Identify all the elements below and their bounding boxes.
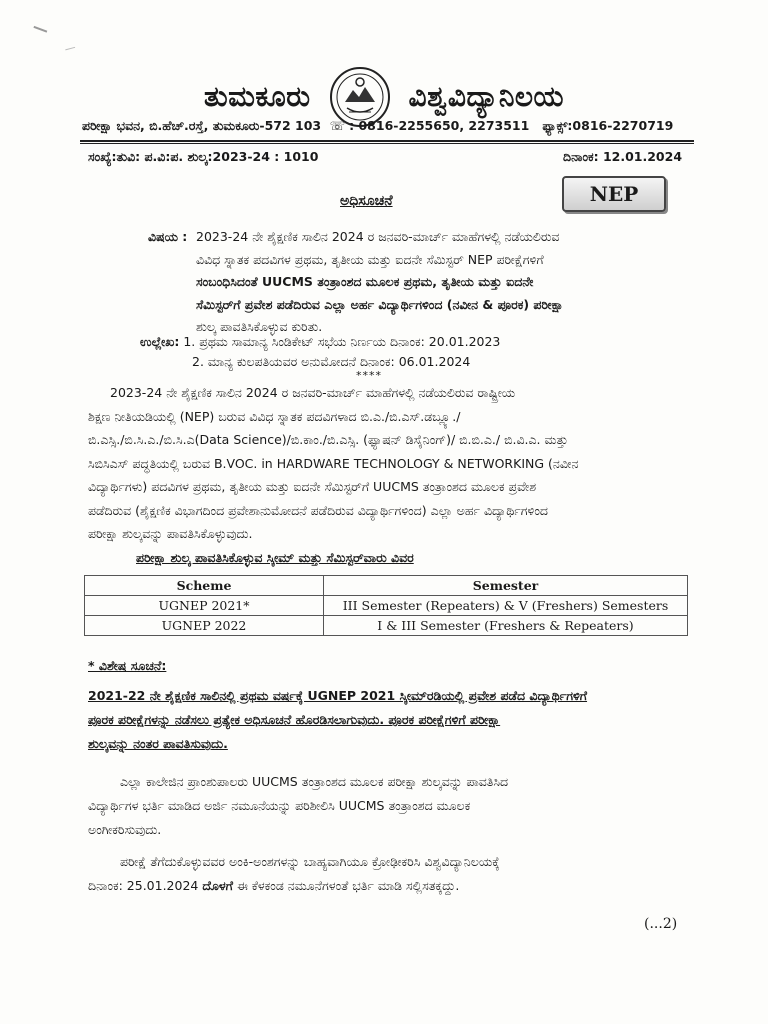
subject-line: ಸಂಬಂಧಿಸಿದಂತೆ UUCMS ತಂತ್ರಾಂಶದ ಮೂಲಕ ಪ್ರಥಮ, ತೃತೀಯ ಮತ್ತು ಐದನೇ [196, 274, 534, 289]
submission-paragraph [88, 850, 688, 898]
table-row [85, 596, 688, 616]
paragraph-line: ಪರೀಕ್ಷಾ ಶುಲ್ಕವನ್ನು ಪಾವತಿಸಿಕೊಳ್ಳುವುದು. [88, 526, 253, 541]
special-note-text [88, 684, 688, 756]
fax-number: :0816-2270719 [567, 118, 674, 133]
address-line [82, 118, 692, 134]
subject-line: 2023-24 ನೇ ಶೈಕ್ಷಣಿಕ ಸಾಲಿನ 2024 ರ ಜನವರಿ-ಮಾರ್ಚ್ ಮಾಹೆಗಳಲ್ಲಿ ನಡೆಯಲಿರುವ [196, 229, 560, 244]
paragraph-line: ಪರೀಕ್ಷೆ ತೆಗೆದುಕೊಳ್ಳುವವರ ಅಂಕಿ-ಅಂಶಗಳನ್ನು ಬಾಹ್ಯವಾಗಿಯೂ ಕ್ರೋಢೀಕರಿಸಿ ವಿಶ್ವವಿದ್ಯಾನಿಲಯಕ್ಕೆ [120, 854, 500, 869]
paragraph-line: ವಿದ್ಯಾರ್ಥಿಗಳ ಭರ್ತಿ ಮಾಡಿದ ಅರ್ಜಿ ನಮೂನೆಯನ್ನು ಪರಿಶೀಲಿಸಿ UUCMS ತಂತ್ರಾಂಶದ ಮೂಲಕ [88, 798, 471, 813]
deadline-date: ದಿನಾಂಕ: 25.01.2024 [88, 878, 199, 893]
subject-line: ಶುಲ್ಕ ಪಾವತಿಸಿಕೊಳ್ಳುವ ಕುರಿತು. [196, 319, 323, 334]
phone-numbers: : 0816-2255650, 2273511 [349, 118, 530, 133]
special-note-line: ಶುಲ್ಕವನ್ನು ನಂತರ ಪಾವತಿಸುವುದು. [88, 736, 228, 751]
column-header: Semester [324, 576, 688, 596]
header-divider [80, 140, 694, 142]
address-text: ಪರೀಕ್ಷಾ ಭವನ, ಬಿ.ಹೆಚ್.ರಸ್ತೆ, ತುಮಕೂರು-572 103 [82, 118, 322, 133]
scan-mark [31, 26, 48, 40]
paragraph-line: ವಿದ್ಯಾರ್ಥಿಗಳು) ಪದವಿಗಳ ಪ್ರಥಮ, ತೃತೀಯ ಮತ್ತು ಐದನೇ ಸೆಮಿಸ್ಟರ್‌ಗೆ UUCMS ತಂತ್ರಾಂಶದ ಮೂಲಕ ಪ್ರವೇಶ [88, 479, 537, 494]
scan-mark [65, 47, 76, 56]
table-cell: III Semester (Repeaters) & V (Freshers) Semesters [324, 596, 688, 616]
table-header-row [85, 576, 688, 596]
paragraph-line: ಸಿಬಿಸಿಎಸ್ ಪದ್ಧತಿಯಲ್ಲಿ ಬರುವ B.VOC. in HARDWARE TECHNOLOGY & NETWORKING (ನವೀನ [88, 455, 579, 471]
subject-label: ವಿಷಯ : [148, 229, 188, 244]
table-row [85, 616, 688, 636]
paragraph-line: ಅಂಗೀಕರಿಸುವುದು. [88, 822, 162, 837]
university-name-left: ತುಮಕೂರು [203, 80, 311, 113]
special-note-line: 2021-22 ನೇ ಶೈಕ್ಷಣಿಕ ಸಾಲಿನಲ್ಲಿ ಪ್ರಥಮ ವರ್ಷಕ್ಕೆ UGNEP 2021 ಸ್ಕೀಮ್‌ರಡಿಯಲ್ಲಿ ಪ್ರವೇಶ ಪಡೆದ ವಿದ್ಯಾರ್ಥಿಗಳಿಗೆ [88, 688, 588, 703]
references-block [140, 332, 700, 372]
main-paragraph [88, 381, 688, 546]
reference-item: 2. ಮಾನ್ಯ ಕುಲಪತಿಯವರ ಅನುಮೋದನೆ ದಿನಾಂಕ: 06.01.2024 [192, 354, 471, 369]
notification-title: ಅಧಿಸೂಚನೆ [340, 193, 393, 209]
telephone-icon: ☏ [329, 118, 346, 133]
table-cell: UGNEP 2021* [85, 596, 324, 616]
table-cell: UGNEP 2022 [85, 616, 324, 636]
paragraph-line: 2023-24 ನೇ ಶೈಕ್ಷಣಿಕ ಸಾಲಿನ 2024 ರ ಜನವರಿ-ಮಾರ್ಚ್ ಮಾಹೆಗಳಲ್ಲಿ ನಡೆಯಲಿರುವ ರಾಷ್ಟ್ರೀಯ [110, 385, 516, 400]
paragraph-line: ಎಲ್ಲಾ ಕಾಲೇಜಿನ ಪ್ರಾಂಶುಪಾಲರು UUCMS ತಂತ್ರಾಂಶದ ಮೂಲಕ ಪರೀಕ್ಷಾ ಶುಲ್ಕವನ್ನು ಪಾವತಿಸಿದ [120, 774, 509, 789]
table-cell: I & III Semester (Freshers & Repeaters) [324, 616, 688, 636]
university-name-right: ವಿಶ್ವವಿದ್ಯಾನಿಲಯ [408, 80, 565, 113]
scheme-heading: ಪರೀಕ್ಷಾ ಶುಲ್ಕ ಪಾವತಿಸಿಕೊಳ್ಳುವ ಸ್ಕೀಮ್ ಮತ್ತು ಸೆಮಿಸ್ಟರ್‌ವಾರು ವಿವರ [136, 550, 414, 565]
principals-paragraph [88, 770, 688, 842]
deadline-emphasis: ದೊಳಗೆ [202, 878, 233, 893]
separator: **** [356, 369, 382, 382]
header-divider [80, 143, 694, 144]
paragraph-line: ಪಡೆದಿರುವ (ಶೈಕ್ಷಣಿಕ ವಿಭಾಗದಿಂದ ಪ್ರವೇಶಾನುಮೋದನೆ ಪಡೆದಿರುವ ವಿದ್ಯಾರ್ಥಿಗಳಿಂದ) ಎಲ್ಲಾ ಅರ್ಹ ವಿದ್ಯಾರ್ಥಿಗಳಿಂದ [88, 502, 548, 518]
paragraph-line: ಶಿಕ್ಷಣ ನೀತಿಯಡಿಯಲ್ಲಿ (NEP) ಬರುವ ವಿವಿಧ ಸ್ನಾತಕ ಪದವಿಗಳಾದ ಬಿ.ಎ./ಬಿ.ಎಸ್.ಡಬ್ಲ್ಯೂ./ [88, 408, 461, 424]
special-note-line: ಪೂರಕ ಪರೀಕ್ಷೆಗಳನ್ನು ನಡೆಸಲು ಪ್ರತ್ಯೇಕ ಅಧಿಸೂಚನೆ ಹೊರಡಿಸಲಾಗುವುದು. ಪೂರಕ ಪರೀಕ್ಷೆಗಳಿಗೆ ಪರೀಕ್ಷಾ [88, 712, 501, 727]
special-note-label: * ವಿಶೇಷ ಸೂಚನೆ: [88, 658, 167, 673]
scheme-table [84, 575, 688, 636]
reference-number: ಸಂಖ್ಯೆ:ತುವಿ: ಪ.ವಿ:ಪ. ಶುಲ್ಕ:2023-24 : 1010 [88, 149, 319, 164]
column-header: Scheme [85, 576, 324, 596]
paragraph-text: ಈ ಕೆಳಕಂಡ ನಮೂನೆಗಳಂತೆ ಭರ್ತಿ ಮಾಡಿ ಸಲ್ಲಿಸತಕ್ಕದ್ದು. [236, 878, 460, 893]
nep-badge: NEP [562, 176, 666, 212]
subject-line: ಸೆಮಿಸ್ಟರ್‌ಗೆ ಪ್ರವೇಶ ಪಡೆದಿರುವ ಎಲ್ಲಾ ಅರ್ಹ ವಿದ್ಯಾರ್ಥಿಗಳಿಂದ (ನವೀನ & ಪೂರಕ) ಪರೀಕ್ಷಾ [196, 296, 564, 312]
fax-label: ಫ್ಯಾಕ್ಸ್ [542, 118, 568, 133]
subject-line: ವಿವಿಧ ಸ್ನಾತಕ ಪದವಿಗಳ ಪ್ರಥಮ, ತೃತೀಯ ಮತ್ತು ಐದನೇ ಸೆಮಿಸ್ಟರ್ NEP ಪರೀಕ್ಷೆಗಳಿಗೆ [196, 251, 544, 267]
continued-marker: (...2) [644, 916, 678, 932]
document-date: ದಿನಾಂಕ: 12.01.2024 [563, 149, 683, 164]
subject-block [148, 226, 690, 339]
paragraph-line: ಬಿ.ಎಸ್ಸಿ./ಬಿ.ಸಿ.ಎ./ಬಿ.ಸಿ.ಎ(Data Science)/ಬಿ.ಕಾಂ./ಬಿ.ಎಸ್ಸಿ. (ಫ್ಯಾಷನ್ ಡಿಸೈನಿಂಗ್)/ ಬಿ.ಬಿ.ಎ./ ಬಿ.ವಿ.ಎ. ಮತ್ತು [88, 432, 569, 447]
references-label: ಉಲ್ಲೇಖ: [140, 334, 180, 349]
letterhead [0, 72, 768, 122]
reference-item: 1. ಪ್ರಥಮ ಸಾಮಾನ್ಯ ಸಿಂಡಿಕೇಟ್ ಸಭೆಯ ನಿರ್ಣಯ ದಿನಾಂಕ: 20.01.2023 [183, 334, 501, 349]
